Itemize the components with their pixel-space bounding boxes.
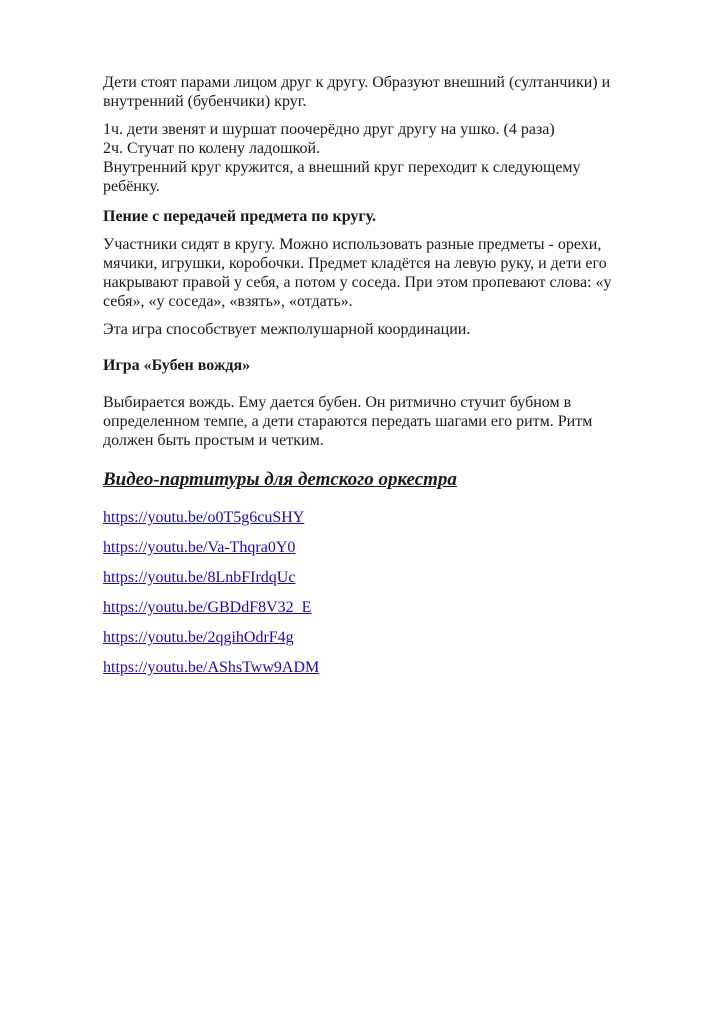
heading-singing-passing: Пение с передачей предмета по кругу. (103, 208, 377, 225)
video-link[interactable] (103, 508, 663, 527)
text-line: Участники сидят в кругу. Можно использовать разные предметы - орехи, (103, 236, 602, 253)
text-line: мячики, игрушки, коробочки. Предмет кладётся на левую руку, и дети его (103, 255, 607, 272)
text-line: ребёнку. (103, 178, 160, 195)
paragraph-leader-game (103, 393, 663, 450)
text-line: Внутренний круг кружится, а внешний круг переходит к следующему (103, 159, 581, 176)
video-link[interactable] (103, 598, 663, 617)
video-link-6[interactable]: https://youtu.be/AShsTww9ADM (103, 659, 320, 676)
text-line: Выбирается вождь. Ему дается бубен. Он ритмично стучит бубном в (103, 394, 572, 411)
video-link-4[interactable]: https://youtu.be/GBDdF8V32_E (103, 599, 312, 616)
text-line: 1ч. дети звенят и шуршат поочерёдно друг другу на ушко. (4 раза) (103, 121, 555, 138)
text-line: 2ч. Стучат по колену ладошкой. (103, 140, 321, 157)
text-line: себя», «у соседа», «взять», «отдать». (103, 293, 353, 310)
paragraph-coordination: Эта игра способствует межполушарной координации. (103, 321, 471, 338)
paragraph-pairs-intro (103, 73, 663, 111)
video-link-5[interactable]: https://youtu.be/2qgihOdrF4g (103, 629, 294, 646)
heading-drum-leader: Игра «Бубен вождя» (103, 357, 251, 374)
text-line: накрывают правой у себя, а потом у соседа. При этом пропевают слова: «у (103, 274, 612, 291)
video-link[interactable] (103, 538, 663, 557)
video-link-3[interactable]: https://youtu.be/8LnbFIrdqUc (103, 569, 296, 586)
text-line: определенном темпе, а дети стараются передать шагами его ритм. Ритм (103, 413, 593, 430)
text-line: внутренний (бубенчики) круг. (103, 93, 307, 110)
paragraph-participants (103, 235, 663, 311)
video-link[interactable] (103, 658, 663, 677)
video-link-2[interactable]: https://youtu.be/Va-Thqra0Y0 (103, 539, 296, 556)
paragraph-parts (103, 120, 663, 196)
section-heading-video-scores: Видео-партитуры для детского оркестра (103, 469, 457, 490)
video-link-1[interactable]: https://youtu.be/o0T5g6cuSHY (103, 509, 305, 526)
video-link[interactable] (103, 568, 663, 587)
video-link[interactable] (103, 628, 663, 647)
text-line: Дети стоят парами лицом друг к другу. Образуют внешний (султанчики) и (103, 74, 611, 91)
text-line: должен быть простым и четким. (103, 432, 324, 449)
